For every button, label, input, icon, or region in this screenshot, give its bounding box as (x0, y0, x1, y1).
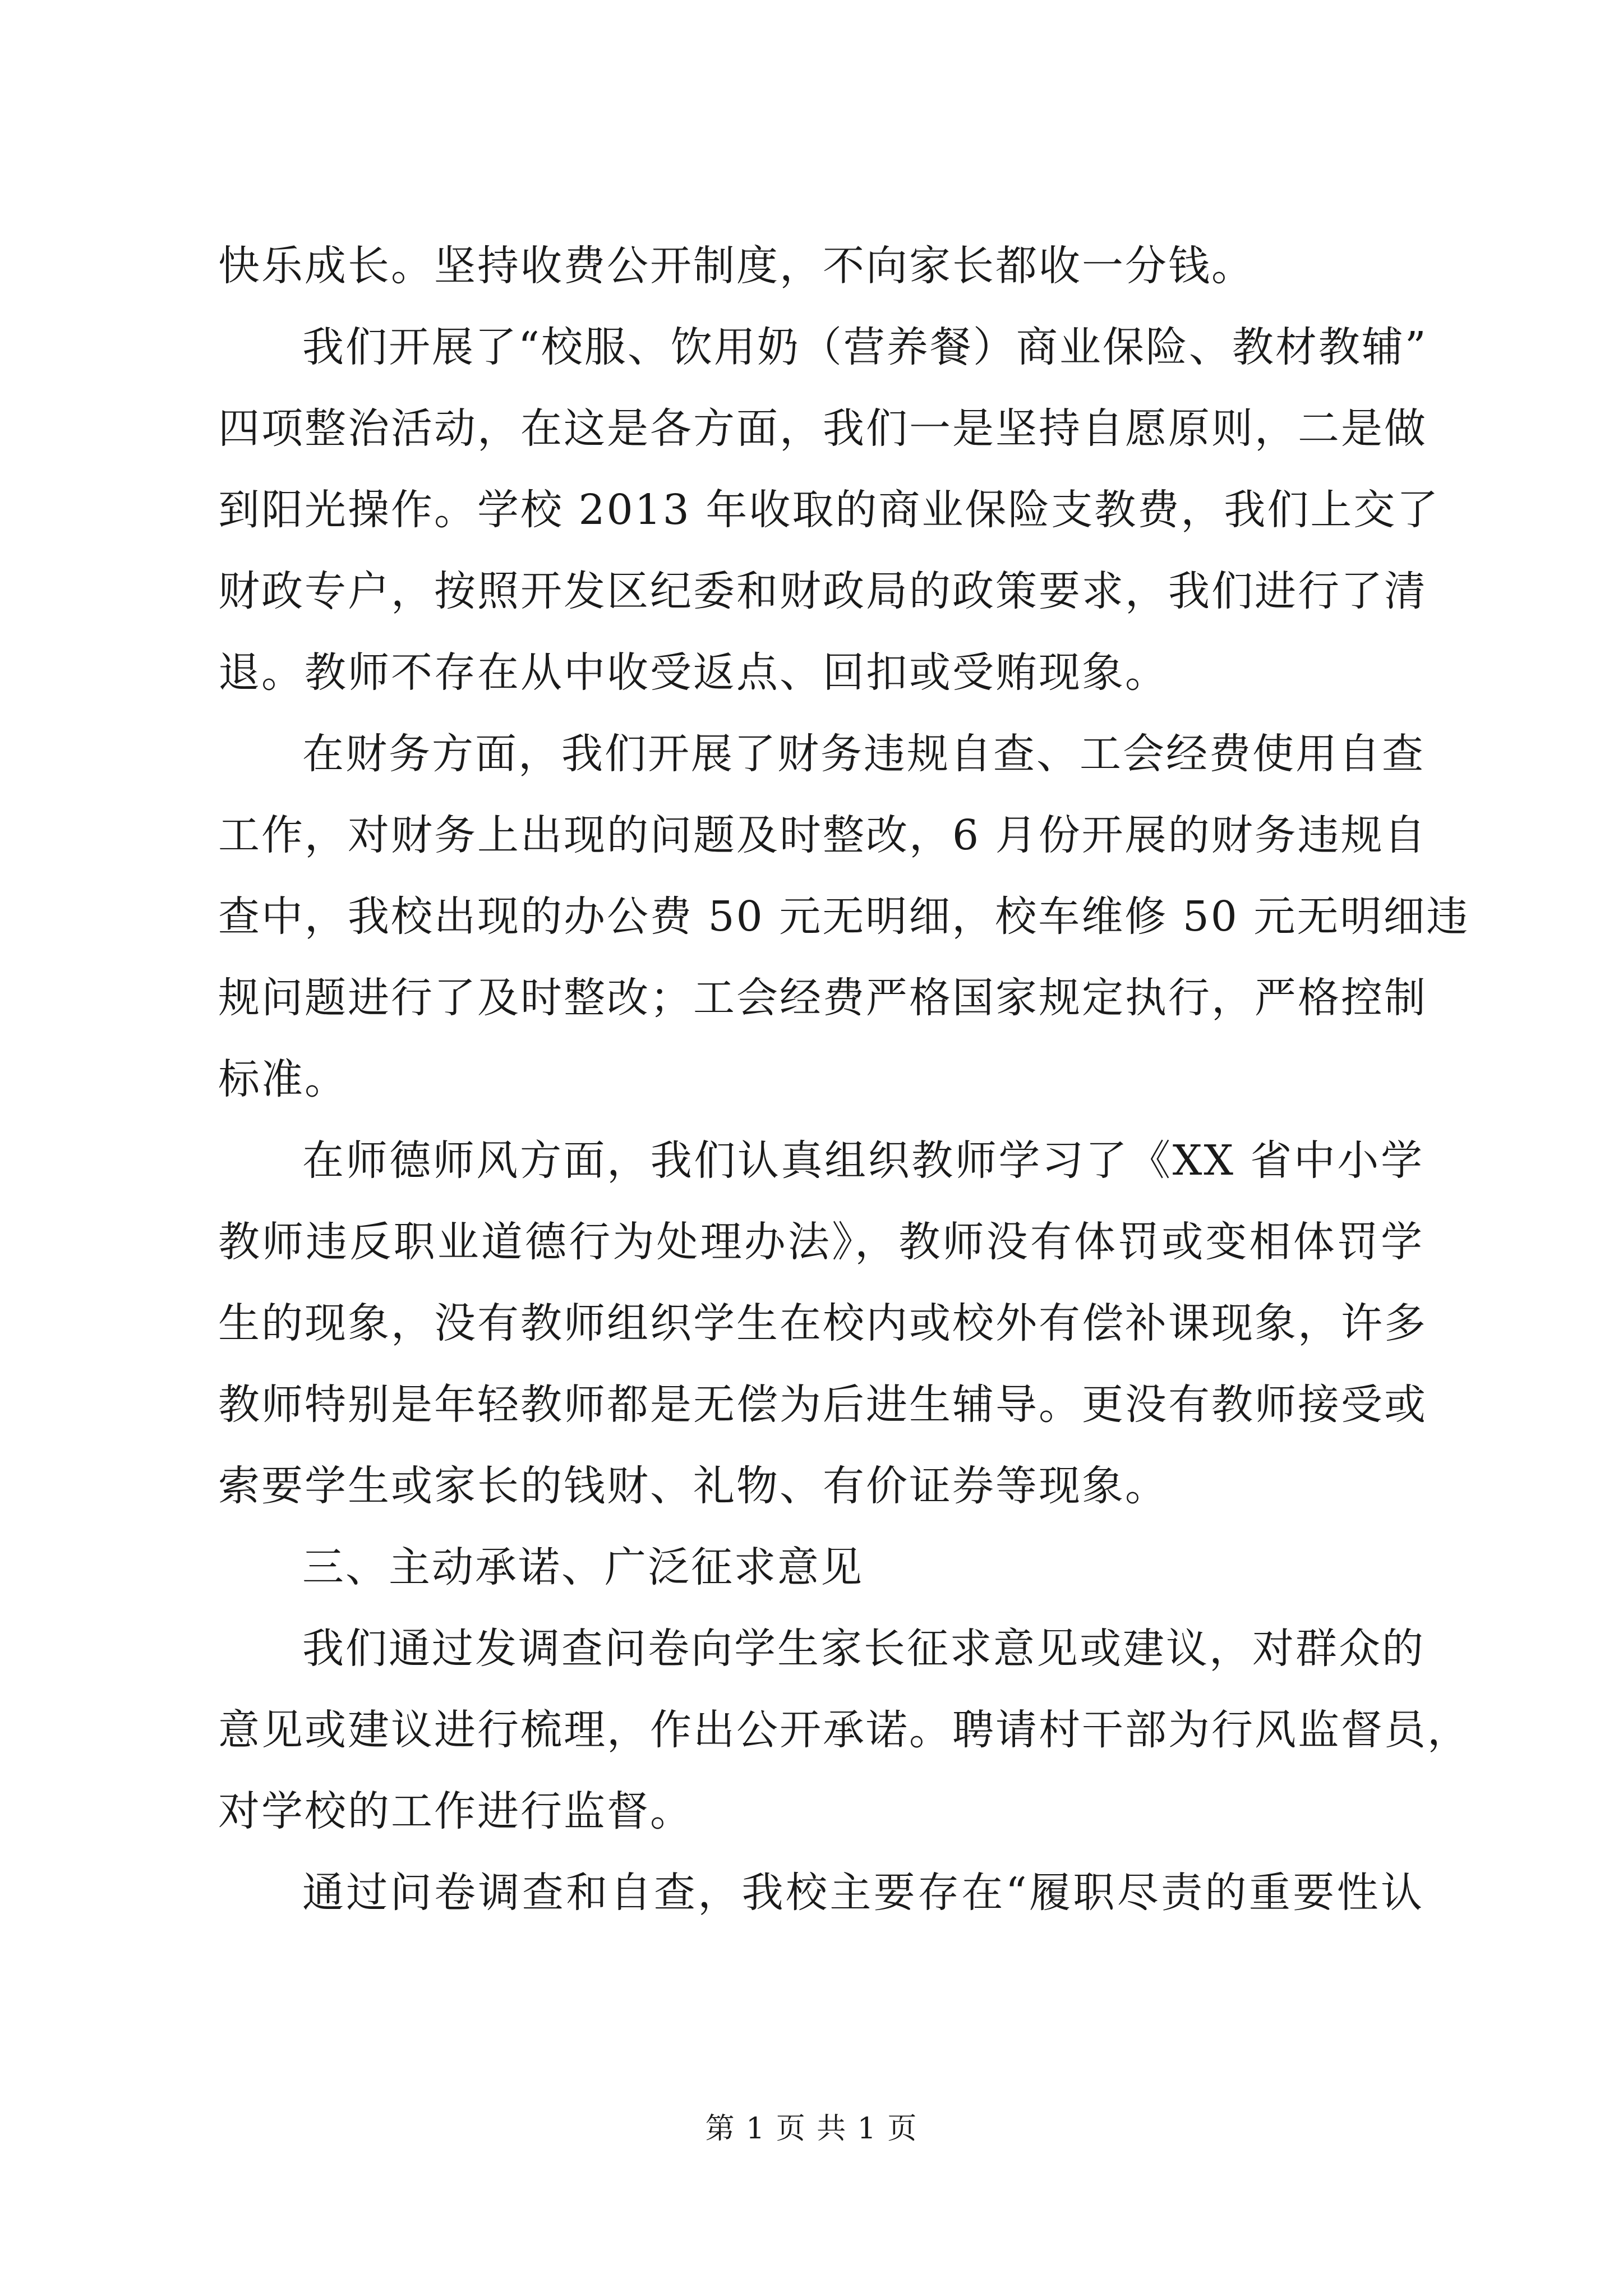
text-line: 工作，对财务上出现的问题及时整改，6 月份开展的财务违规自 (218, 811, 1427, 859)
text-line: 生的现象，没有教师组织学生在校内或校外有偿补课现象，许多 (218, 1299, 1427, 1347)
document-body (218, 226, 1470, 1934)
text-line: 快乐成长。坚持收费公开制度，不向家长都收一分钱。 (218, 242, 1255, 290)
text-line: 查中，我校出现的办公费 50 元无明细，校车维修 50 元无明细违 (218, 892, 1470, 941)
text-line: 在师德师风方面，我们认真组织教师学习了《XX 省中小学 (302, 1137, 1424, 1185)
text-line: 退。教师不存在从中收受返点、回扣或受贿现象。 (218, 648, 1168, 697)
text-line: 教师违反职业道德行为处理办法》，教师没有体罚或变相体罚学 (218, 1218, 1424, 1266)
page-footer: 第 1 页 共 1 页 (705, 2112, 918, 2146)
text-line: 通过问卷调查和自查，我校主要存在“履职尽责的重要性认 (302, 1869, 1424, 1917)
text-line: 三、主动承诺、广泛征求意见 (302, 1543, 864, 1591)
text-line: 财政专户，按照开发区纪委和财政局的政策要求，我们进行了清 (218, 567, 1427, 615)
text-line: 索要学生或家长的钱财、礼物、有价证券等现象。 (218, 1462, 1168, 1510)
text-line: 教师特别是年轻教师都是无偿为后进生辅导。更没有教师接受或 (218, 1381, 1427, 1429)
text-line: 我们开展了“校服、饮用奶（营养餐）商业保险、教材教辅” (302, 323, 1428, 371)
text-line: 在财务方面，我们开展了财务违规自查、工会经费使用自查 (302, 730, 1425, 778)
text-line: 规问题进行了及时整改；工会经费严格国家规定执行，严格控制 (218, 974, 1427, 1022)
text-line: 对学校的工作进行监督。 (218, 1787, 693, 1835)
text-line: 到阳光操作。学校 2013 年收取的商业保险支教费，我们上交了 (218, 486, 1440, 534)
text-line: 标准。 (218, 1055, 348, 1103)
text-line: 我们通过发调查问卷向学生家长征求意见或建议，对群众的 (302, 1625, 1425, 1673)
text-line: 四项整治活动，在这是各方面，我们一是坚持自愿原则，二是做 (218, 404, 1427, 453)
text-line: 意见或建议进行梳理，作出公开承诺。聘请村干部为行风监督员， (218, 1706, 1470, 1754)
